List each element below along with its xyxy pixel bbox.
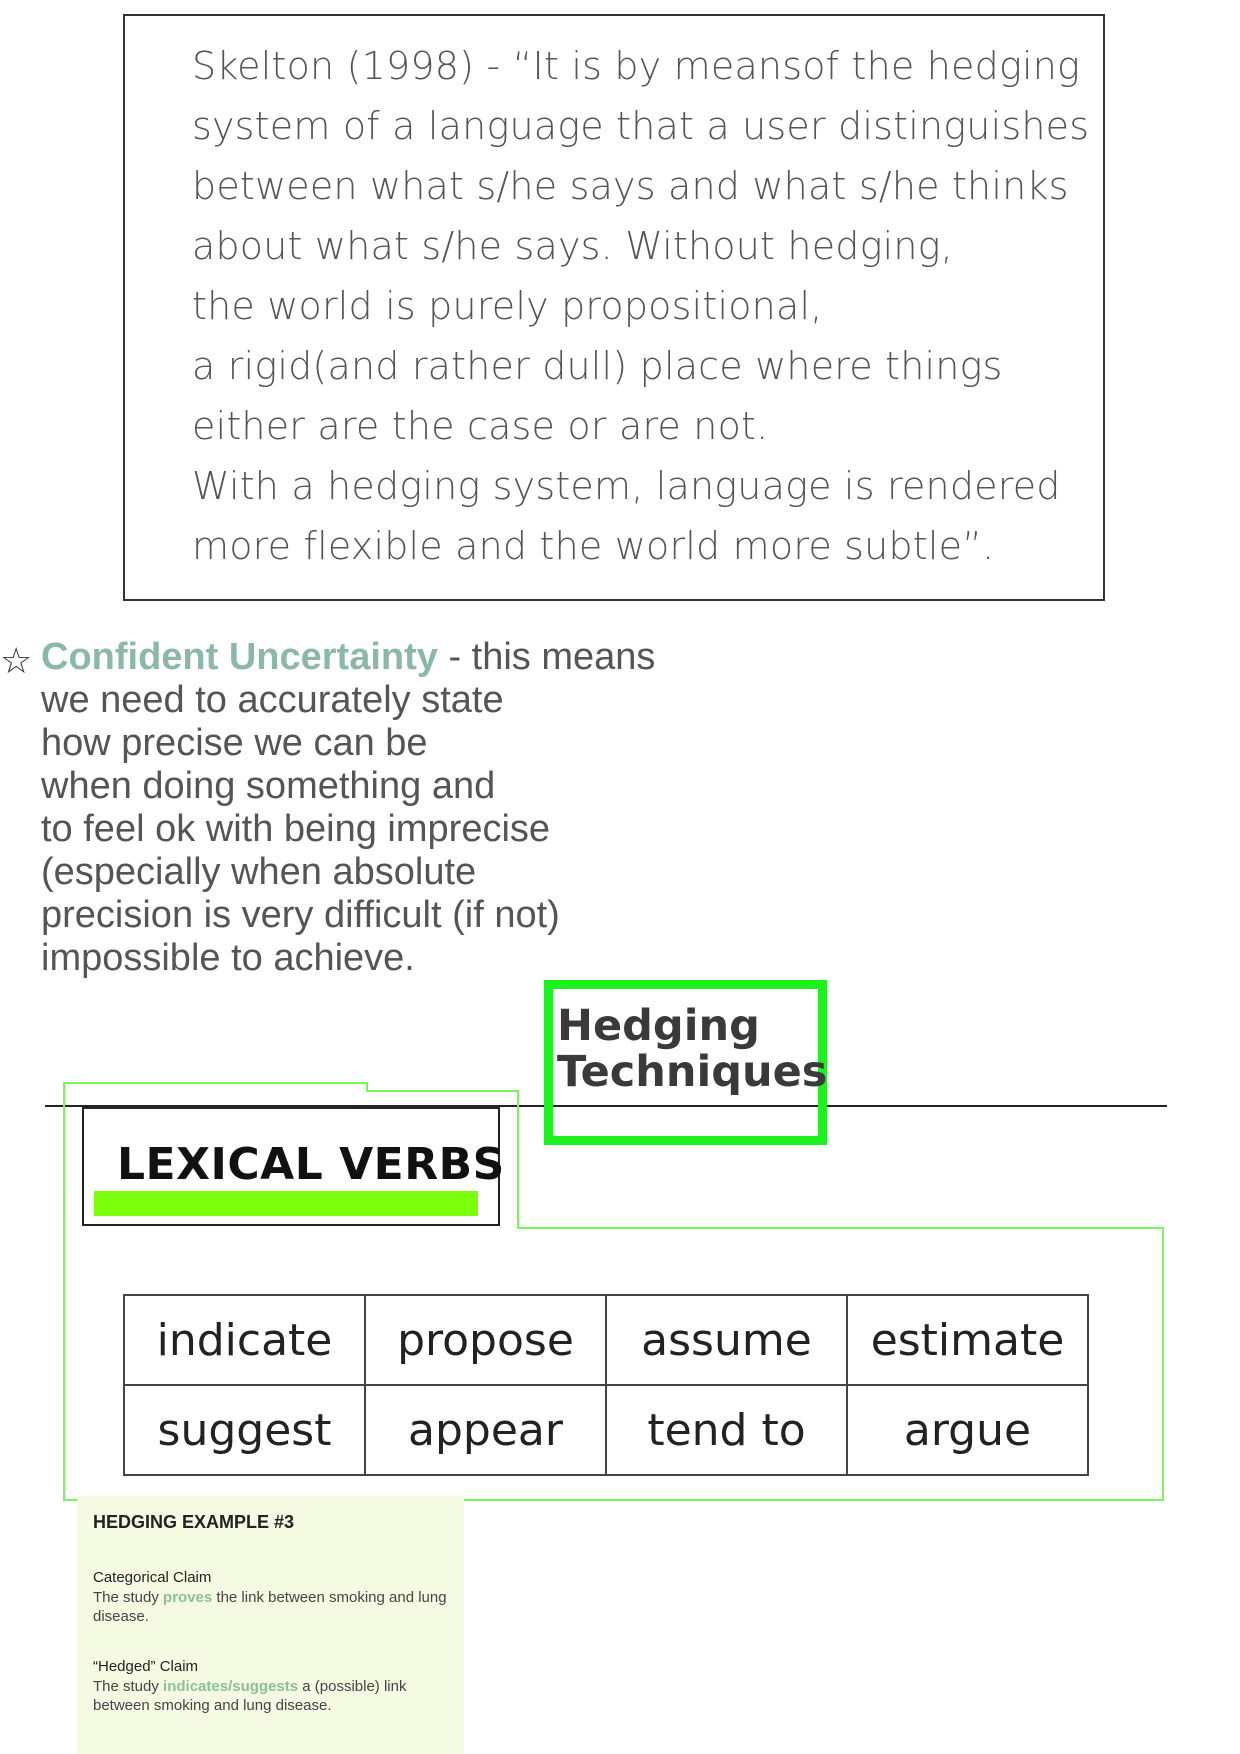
claim-text-after: the link between smoking and lung disease. — [93, 1589, 447, 1625]
star-icon: ☆ — [0, 640, 33, 681]
confident-uncertainty-note — [41, 636, 655, 980]
quote-line: either are the case or are not. — [192, 404, 769, 448]
example-heading: HEDGING EXAMPLE #3 — [93, 1512, 295, 1532]
confident-line: precision is very difficult (if not) — [41, 894, 560, 936]
hedging-techniques-title — [544, 980, 827, 1145]
verb-cell: tend to — [606, 1385, 847, 1475]
hedged-claim-label: “Hedged” Claim — [93, 1658, 199, 1675]
verb-cell: estimate — [847, 1295, 1088, 1385]
quote-line: With a hedging system, language is rendered — [192, 464, 1061, 508]
quote-line: between what s/he says and what s/he thinks — [192, 164, 1069, 208]
claim-text-before: The study — [93, 1589, 164, 1606]
lexical-verbs-title: LEXICAL VERBS — [117, 1139, 505, 1190]
quote-line: system of a language that a user distinguishes — [192, 104, 1090, 148]
quote-line: more flexible and the world more subtle”. — [192, 524, 995, 568]
verb-cell: indicate — [124, 1295, 365, 1385]
confident-line: how precise we can be — [41, 722, 428, 764]
categorical-claim-label: Categorical Claim — [93, 1569, 212, 1586]
verb-cell: propose — [365, 1295, 606, 1385]
claim-text-after: a (possible) link between smoking and lung disease. — [93, 1678, 407, 1714]
hedging-title-line1: Hedging — [557, 1001, 760, 1051]
highlight-bar — [94, 1191, 478, 1216]
quote-line: a rigid(and rather dull) place where things — [192, 344, 1003, 388]
confident-line: impossible to achieve. — [41, 937, 415, 979]
quote-line: about what s/he says. Without hedging, — [192, 224, 953, 268]
claim-keyword: proves — [163, 1589, 213, 1606]
confident-highlight: Confident Uncertainty — [41, 636, 438, 678]
quote-box — [123, 14, 1105, 601]
confident-line: to feel ok with being imprecise — [41, 808, 551, 850]
confident-line: when doing something and — [41, 765, 496, 807]
confident-first-rest: - this means — [437, 636, 656, 678]
confident-line: (especially when absolute — [41, 851, 477, 893]
confident-line: we need to accurately state — [41, 679, 504, 721]
verb-cell: argue — [847, 1385, 1088, 1475]
claim-keyword: indicates/suggests — [163, 1678, 299, 1695]
verb-cell: appear — [365, 1385, 606, 1475]
table-row — [124, 1385, 1088, 1475]
table-row — [124, 1295, 1088, 1385]
quote-line: Skelton (1998) - “It is by meansof the hedging — [192, 44, 1080, 88]
verb-cell: suggest — [124, 1385, 365, 1475]
lexical-verbs-box — [82, 1107, 505, 1226]
categorical-claim-text — [93, 1588, 448, 1626]
claim-text-before: The study — [93, 1678, 164, 1695]
hedging-example-card — [77, 1496, 464, 1754]
hedging-title-line2: Techniques — [557, 1047, 828, 1097]
hedged-claim-text — [93, 1677, 448, 1715]
verbs-table — [123, 1294, 1089, 1476]
quote-line: the world is purely propositional, — [192, 284, 823, 328]
verb-cell: assume — [606, 1295, 847, 1385]
